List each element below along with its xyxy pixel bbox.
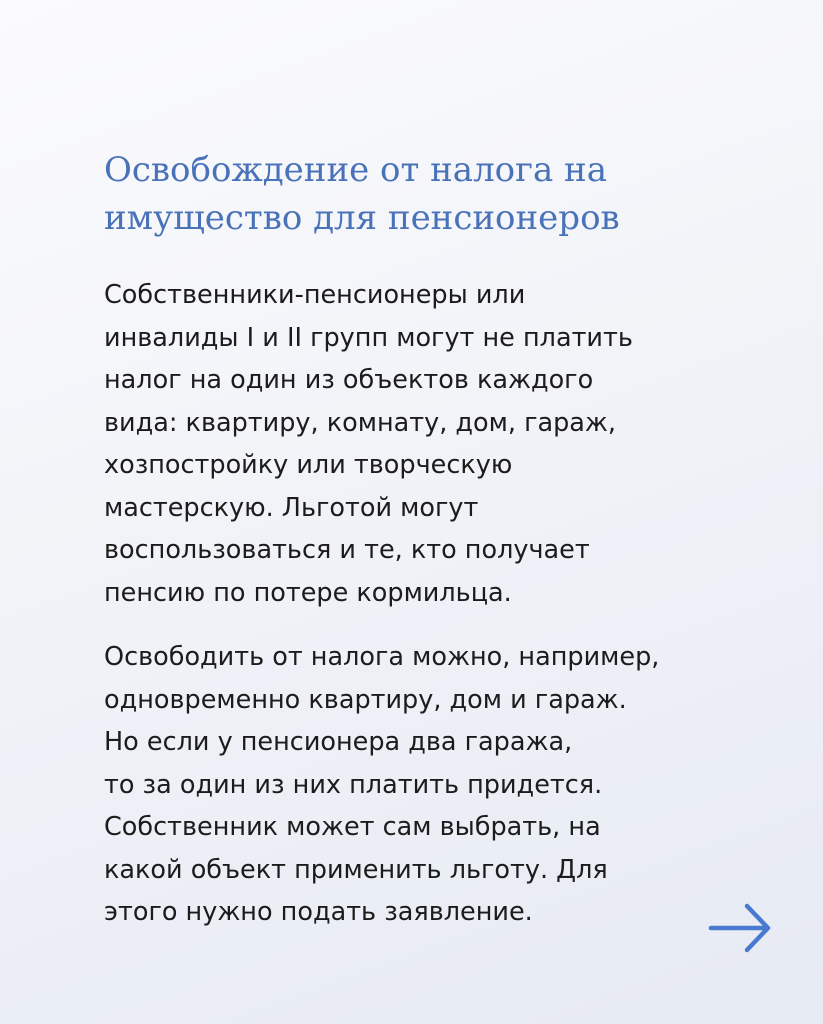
title-line: Освобождение от налога на — [104, 150, 607, 190]
paragraph-line: Собственник может сам выбрать, на — [104, 812, 601, 842]
paragraph-line: то за один из них платить придется. — [104, 769, 603, 800]
body-paragraph-eligibility — [104, 274, 804, 614]
paragraph-line: Но если у пенсионера два гаража, — [104, 727, 573, 757]
paragraph-line: хозпостройку или творческую — [104, 450, 513, 480]
paragraph-line: пенсию по потере кормильца. — [104, 577, 512, 608]
page-title — [104, 146, 784, 242]
paragraph-line: налог на один из объектов каждого — [104, 365, 594, 395]
paragraph-line: какой объект применить льготу. Для — [104, 854, 608, 885]
paragraph-line: воспользоваться и те, кто получает — [104, 535, 590, 565]
paragraph-line: мастерскую. Льготой могут — [104, 492, 479, 523]
paragraph-line: этого нужно подать заявление. — [104, 897, 533, 927]
body-paragraph-example — [104, 636, 804, 934]
paragraph-line: одновременно квартиру, дом и гараж. — [104, 684, 627, 715]
paragraph-line: вида: квартиру, комнату, дом, гараж, — [104, 407, 617, 438]
arrow-right-icon[interactable] — [705, 898, 775, 958]
paragraph-line: инвалиды I и II групп могут не платить — [104, 322, 633, 353]
paragraph-line: Освободить от налога можно, например, — [104, 642, 660, 672]
paragraph-line: Собственники-пенсионеры или — [104, 280, 526, 310]
title-line: имущество для пенсионеров — [104, 198, 620, 238]
